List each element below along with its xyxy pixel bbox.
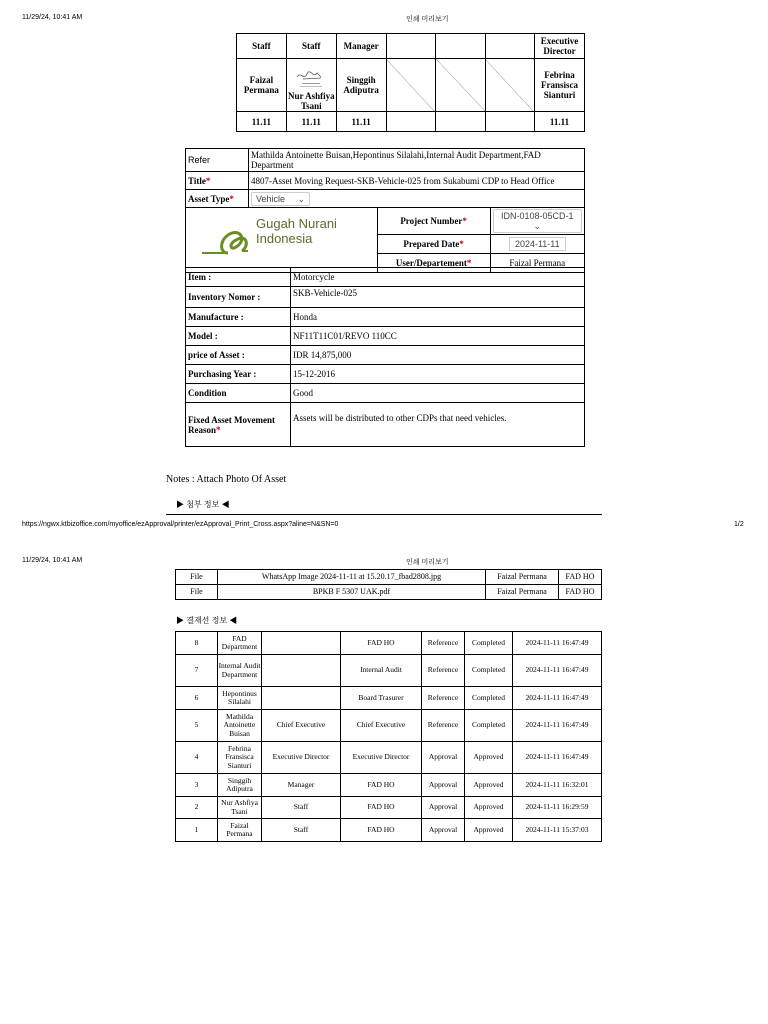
- detail-label: price of Asset :: [186, 346, 291, 365]
- line-number: 4: [176, 742, 218, 774]
- approval-type: Reference: [422, 710, 465, 742]
- approver-position: [262, 655, 341, 687]
- approval-datetime: 2024-11-11 16:47:49: [513, 710, 602, 742]
- approval-datetime: 2024-11-11 16:47:49: [513, 742, 602, 774]
- title-label: Title*: [186, 172, 249, 190]
- approver-name: Hepontinus Silalahi: [218, 687, 262, 710]
- chevron-down-icon: ⌄: [297, 193, 306, 204]
- approval-header: Staff: [286, 34, 336, 59]
- approval-datetime: 2024-11-11 16:32:01: [513, 774, 602, 797]
- asset-type-cell: [249, 190, 585, 208]
- chevron-down-icon: ⌄: [533, 221, 542, 231]
- approval-datetime: 2024-11-11 16:29:59: [513, 797, 602, 819]
- approver-name: Singgih Adiputra: [218, 774, 262, 797]
- approver-position: Executive Director: [262, 742, 341, 774]
- approval-header: Staff: [237, 34, 287, 59]
- project-number-cell: [490, 208, 584, 235]
- file-row: [176, 585, 602, 600]
- approver-dept: Chief Executive: [341, 710, 422, 742]
- approval-status: Approved: [465, 819, 513, 842]
- file-name-link[interactable]: WhatsApp Image 2024-11-11 at 15.20.17_fbad2808.jpg: [218, 570, 486, 585]
- project-number-select[interactable]: IDN-0108-05CD-1 ⌄: [493, 209, 582, 233]
- approver-position: [262, 632, 341, 655]
- approval-date: 11.11: [535, 112, 585, 132]
- asset-form-header: [185, 148, 585, 273]
- detail-value: Good: [291, 384, 585, 403]
- line-number: 6: [176, 687, 218, 710]
- empty-approval-slot: [485, 59, 534, 112]
- table-row: [176, 819, 602, 842]
- approver-name: Mathilda Antoinette Buisan: [218, 710, 262, 742]
- approval-header: Executive Director: [535, 34, 585, 59]
- footer-page-number: 1/2: [734, 521, 744, 528]
- title-value: 4807-Asset Moving Request-SKB-Vehicle-025 from Sukabumi CDP to Head Office: [249, 172, 585, 190]
- approver-name: Febrina Fransisca Sianturi: [535, 59, 585, 112]
- detail-label: Model :: [186, 327, 291, 346]
- approval-status: Completed: [465, 632, 513, 655]
- detail-value: Motorcycle: [291, 268, 585, 287]
- divider: [166, 514, 602, 515]
- reason-value: Assets will be distributed to other CDPs that need vehicles.: [291, 403, 585, 447]
- line-number: 8: [176, 632, 218, 655]
- approver-dept: FAD HO: [341, 774, 422, 797]
- print-preview-title: 인쇄 미리보기: [406, 559, 449, 566]
- detail-value: Honda: [291, 308, 585, 327]
- detail-value: IDR 14,875,000: [291, 346, 585, 365]
- detail-label: Item :: [186, 268, 291, 287]
- approval-datetime: 2024-11-11 16:47:49: [513, 632, 602, 655]
- approval-type: Reference: [422, 632, 465, 655]
- asset-details-table: [185, 267, 585, 447]
- table-row: [176, 710, 602, 742]
- approval-status: Completed: [465, 710, 513, 742]
- approver-dept: FAD HO: [341, 632, 422, 655]
- approval-date: 11.11: [286, 112, 336, 132]
- logo-text-line2: Indonesia: [256, 231, 313, 246]
- approval-type: Reference: [422, 655, 465, 687]
- approval-signature-box: [236, 33, 585, 132]
- approval-status: Completed: [465, 687, 513, 710]
- approval-header: [386, 34, 435, 59]
- asset-type-select[interactable]: Vehicle ⌄: [251, 192, 310, 206]
- approval-date: [436, 112, 485, 132]
- prepared-date-input[interactable]: 2024-11-11: [509, 237, 566, 251]
- approval-type: Approval: [422, 819, 465, 842]
- detail-label: Purchasing Year :: [186, 365, 291, 384]
- approver-dept: Board Trasurer: [341, 687, 422, 710]
- approval-status: Completed: [465, 655, 513, 687]
- line-number: 7: [176, 655, 218, 687]
- approver-position: [262, 687, 341, 710]
- print-datetime: 11/29/24, 10:41 AM: [22, 14, 83, 21]
- approval-type: Approval: [422, 797, 465, 819]
- approver-dept: Internal Audit: [341, 655, 422, 687]
- approval-header: [485, 34, 534, 59]
- approver-dept: FAD HO: [341, 819, 422, 842]
- line-number: 3: [176, 774, 218, 797]
- approver-position: Staff: [262, 819, 341, 842]
- approval-line-section-title: ▶ 결재선 정보 ◀: [176, 616, 238, 625]
- table-row: [176, 655, 602, 687]
- approver-signature-cell: [286, 59, 336, 112]
- table-row: [176, 687, 602, 710]
- refer-label: Refer: [186, 149, 249, 172]
- approver-name: Nur Ashfiya Tsani: [218, 797, 262, 819]
- approver-dept: FAD HO: [341, 797, 422, 819]
- file-user: Faizal Permana: [486, 585, 559, 600]
- signature-icon: [291, 69, 331, 91]
- asset-type-label: Asset Type*: [186, 190, 249, 208]
- approval-header: Manager: [336, 34, 386, 59]
- approval-status: Approved: [465, 774, 513, 797]
- line-number: 2: [176, 797, 218, 819]
- approval-type: Approval: [422, 742, 465, 774]
- project-number-label: Project Number*: [377, 208, 490, 235]
- detail-label: Manufacture :: [186, 308, 291, 327]
- detail-label: Inventory Nomor :: [186, 287, 291, 308]
- user-dept-value: Faizal Permana: [490, 254, 584, 273]
- approval-line-table: [175, 631, 602, 842]
- approver-name: Faizal Permana: [237, 59, 287, 112]
- line-number: 5: [176, 710, 218, 742]
- notes-text: Notes : Attach Photo Of Asset: [166, 474, 287, 485]
- approver-name: Faizal Permana: [218, 819, 262, 842]
- user-dept-label: User/Departement*: [377, 254, 490, 273]
- file-name-link[interactable]: BPKB F 5307 UAK.pdf: [218, 585, 486, 600]
- empty-approval-slot: [436, 59, 485, 112]
- file-user: Faizal Permana: [486, 570, 559, 585]
- approval-date: [386, 112, 435, 132]
- approval-status: Approved: [465, 742, 513, 774]
- detail-value: 15-12-2016: [291, 365, 585, 384]
- detail-value: NF11T11C01/REVO 110CC: [291, 327, 585, 346]
- approval-date: 11.11: [237, 112, 287, 132]
- approval-header: [436, 34, 485, 59]
- logo-cell: [186, 208, 378, 273]
- table-row: [176, 774, 602, 797]
- logo-text-line1: Gugah Nurani: [256, 216, 337, 231]
- file-label: File: [176, 570, 218, 585]
- approval-datetime: 2024-11-11 16:47:49: [513, 655, 602, 687]
- empty-approval-slot: [386, 59, 435, 112]
- footer-url: https://ngwx.ktbizoffice.com/myoffice/ezApproval/printer/ezApproval_Print_Cross.aspx?aline=N&SN=0: [22, 521, 339, 528]
- approver-name: Febrina Fransisca Sianturi: [218, 742, 262, 774]
- refer-value: Mathilda Antoinette Buisan,Hepontinus Silalahi,Internal Audit Department,FAD Department: [249, 149, 585, 172]
- approval-datetime: 2024-11-11 16:47:49: [513, 687, 602, 710]
- approval-date: [485, 112, 534, 132]
- table-row: [176, 742, 602, 774]
- file-label: File: [176, 585, 218, 600]
- approval-type: Reference: [422, 687, 465, 710]
- file-dept: FAD HO: [559, 570, 602, 585]
- approver-position: Manager: [262, 774, 341, 797]
- approval-date: 11.11: [336, 112, 386, 132]
- attached-files-table: [175, 569, 602, 600]
- approver-name: Nur Ashfiya Tsani: [287, 91, 335, 111]
- detail-label: Condition: [186, 384, 291, 403]
- approver-name: Singgih Adiputra: [336, 59, 386, 112]
- detail-value: SKB-Vehicle-025: [291, 287, 585, 308]
- table-row: [176, 797, 602, 819]
- attachment-section-title: ▶ 첨부 정보 ◀: [176, 500, 230, 509]
- file-row: [176, 570, 602, 585]
- file-dept: FAD HO: [559, 585, 602, 600]
- print-preview-title: 인쇄 미리보기: [406, 16, 449, 23]
- approver-name: FAD Department: [218, 632, 262, 655]
- prepared-date-cell: [490, 235, 584, 254]
- print-datetime: 11/29/24, 10:41 AM: [22, 557, 83, 564]
- approver-dept: Executive Director: [341, 742, 422, 774]
- approval-datetime: 2024-11-11 15:37:03: [513, 819, 602, 842]
- line-number: 1: [176, 819, 218, 842]
- approval-type: Approval: [422, 774, 465, 797]
- approver-name: Internal Audit Department: [218, 655, 262, 687]
- approver-position: Chief Executive: [262, 710, 341, 742]
- reason-label: Fixed Asset Movement Reason*: [186, 403, 291, 447]
- table-row: [176, 632, 602, 655]
- approval-status: Approved: [465, 797, 513, 819]
- prepared-date-label: Prepared Date*: [377, 235, 490, 254]
- approver-position: Staff: [262, 797, 341, 819]
